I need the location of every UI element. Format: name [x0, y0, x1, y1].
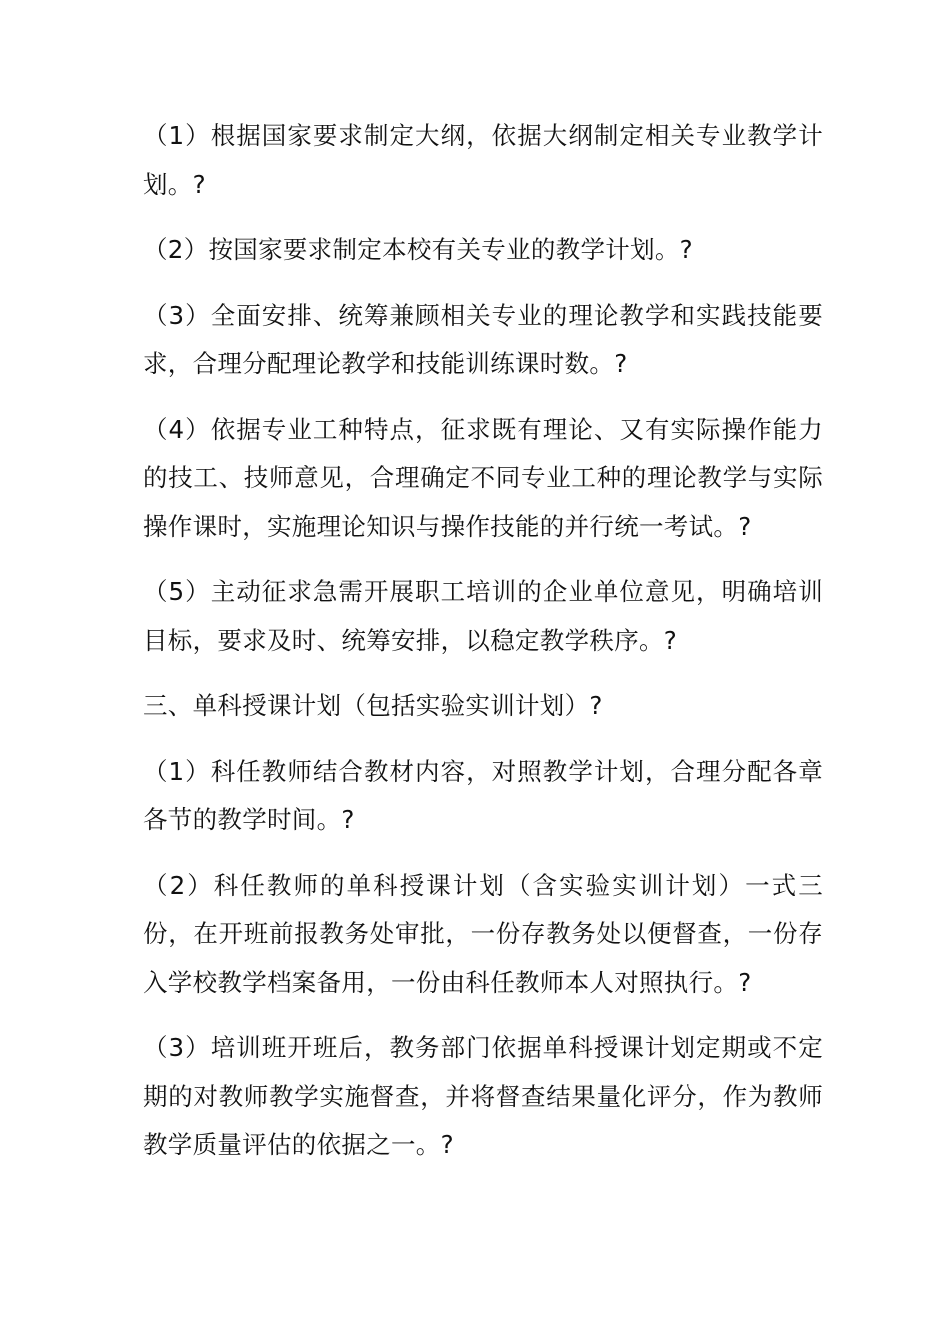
paragraph-7: （2）科任教师的单科授课计划（含实验实训计划）一式三份，在开班前报教务处审批，一份存教务处以便督查，一份存入学校教学档案备用，一份由科任教师本人对照执行。? [143, 870, 823, 997]
paragraph-3: （3）全面安排、统筹兼顾相关专业的理论教学和实践技能要求，合理分配理论教学和技能训练课时数。? [143, 300, 823, 378]
section-heading: 三、单科授课计划（包括实验实训计划）? [143, 691, 603, 720]
document-body [143, 112, 823, 1187]
paragraph-2: （2）按国家要求制定本校有关专业的教学计划。? [143, 235, 693, 264]
paragraph-6: （1）科任教师结合教材内容，对照教学计划，合理分配各章各节的教学时间。? [143, 756, 823, 834]
paragraph-4: （4）依据专业工种特点，征求既有理论、又有实际操作能力的技工、技师意见，合理确定不同专业工种的理论教学与实际操作课时，实施理论知识与操作技能的并行统一考试。? [143, 414, 823, 541]
paragraph-8: （3）培训班开班后，教务部门依据单科授课计划定期或不定期的对教师教学实施督查，并将督查结果量化评分，作为教师教学质量评估的依据之一。? [143, 1033, 823, 1159]
paragraph-5: （5）主动征求急需开展职工培训的企业单位意见，明确培训目标，要求及时、统筹安排，以稳定教学秩序。? [143, 577, 823, 655]
paragraph-1: （1）根据国家要求制定大纲，依据大纲制定相关专业教学计划。? [143, 121, 823, 199]
